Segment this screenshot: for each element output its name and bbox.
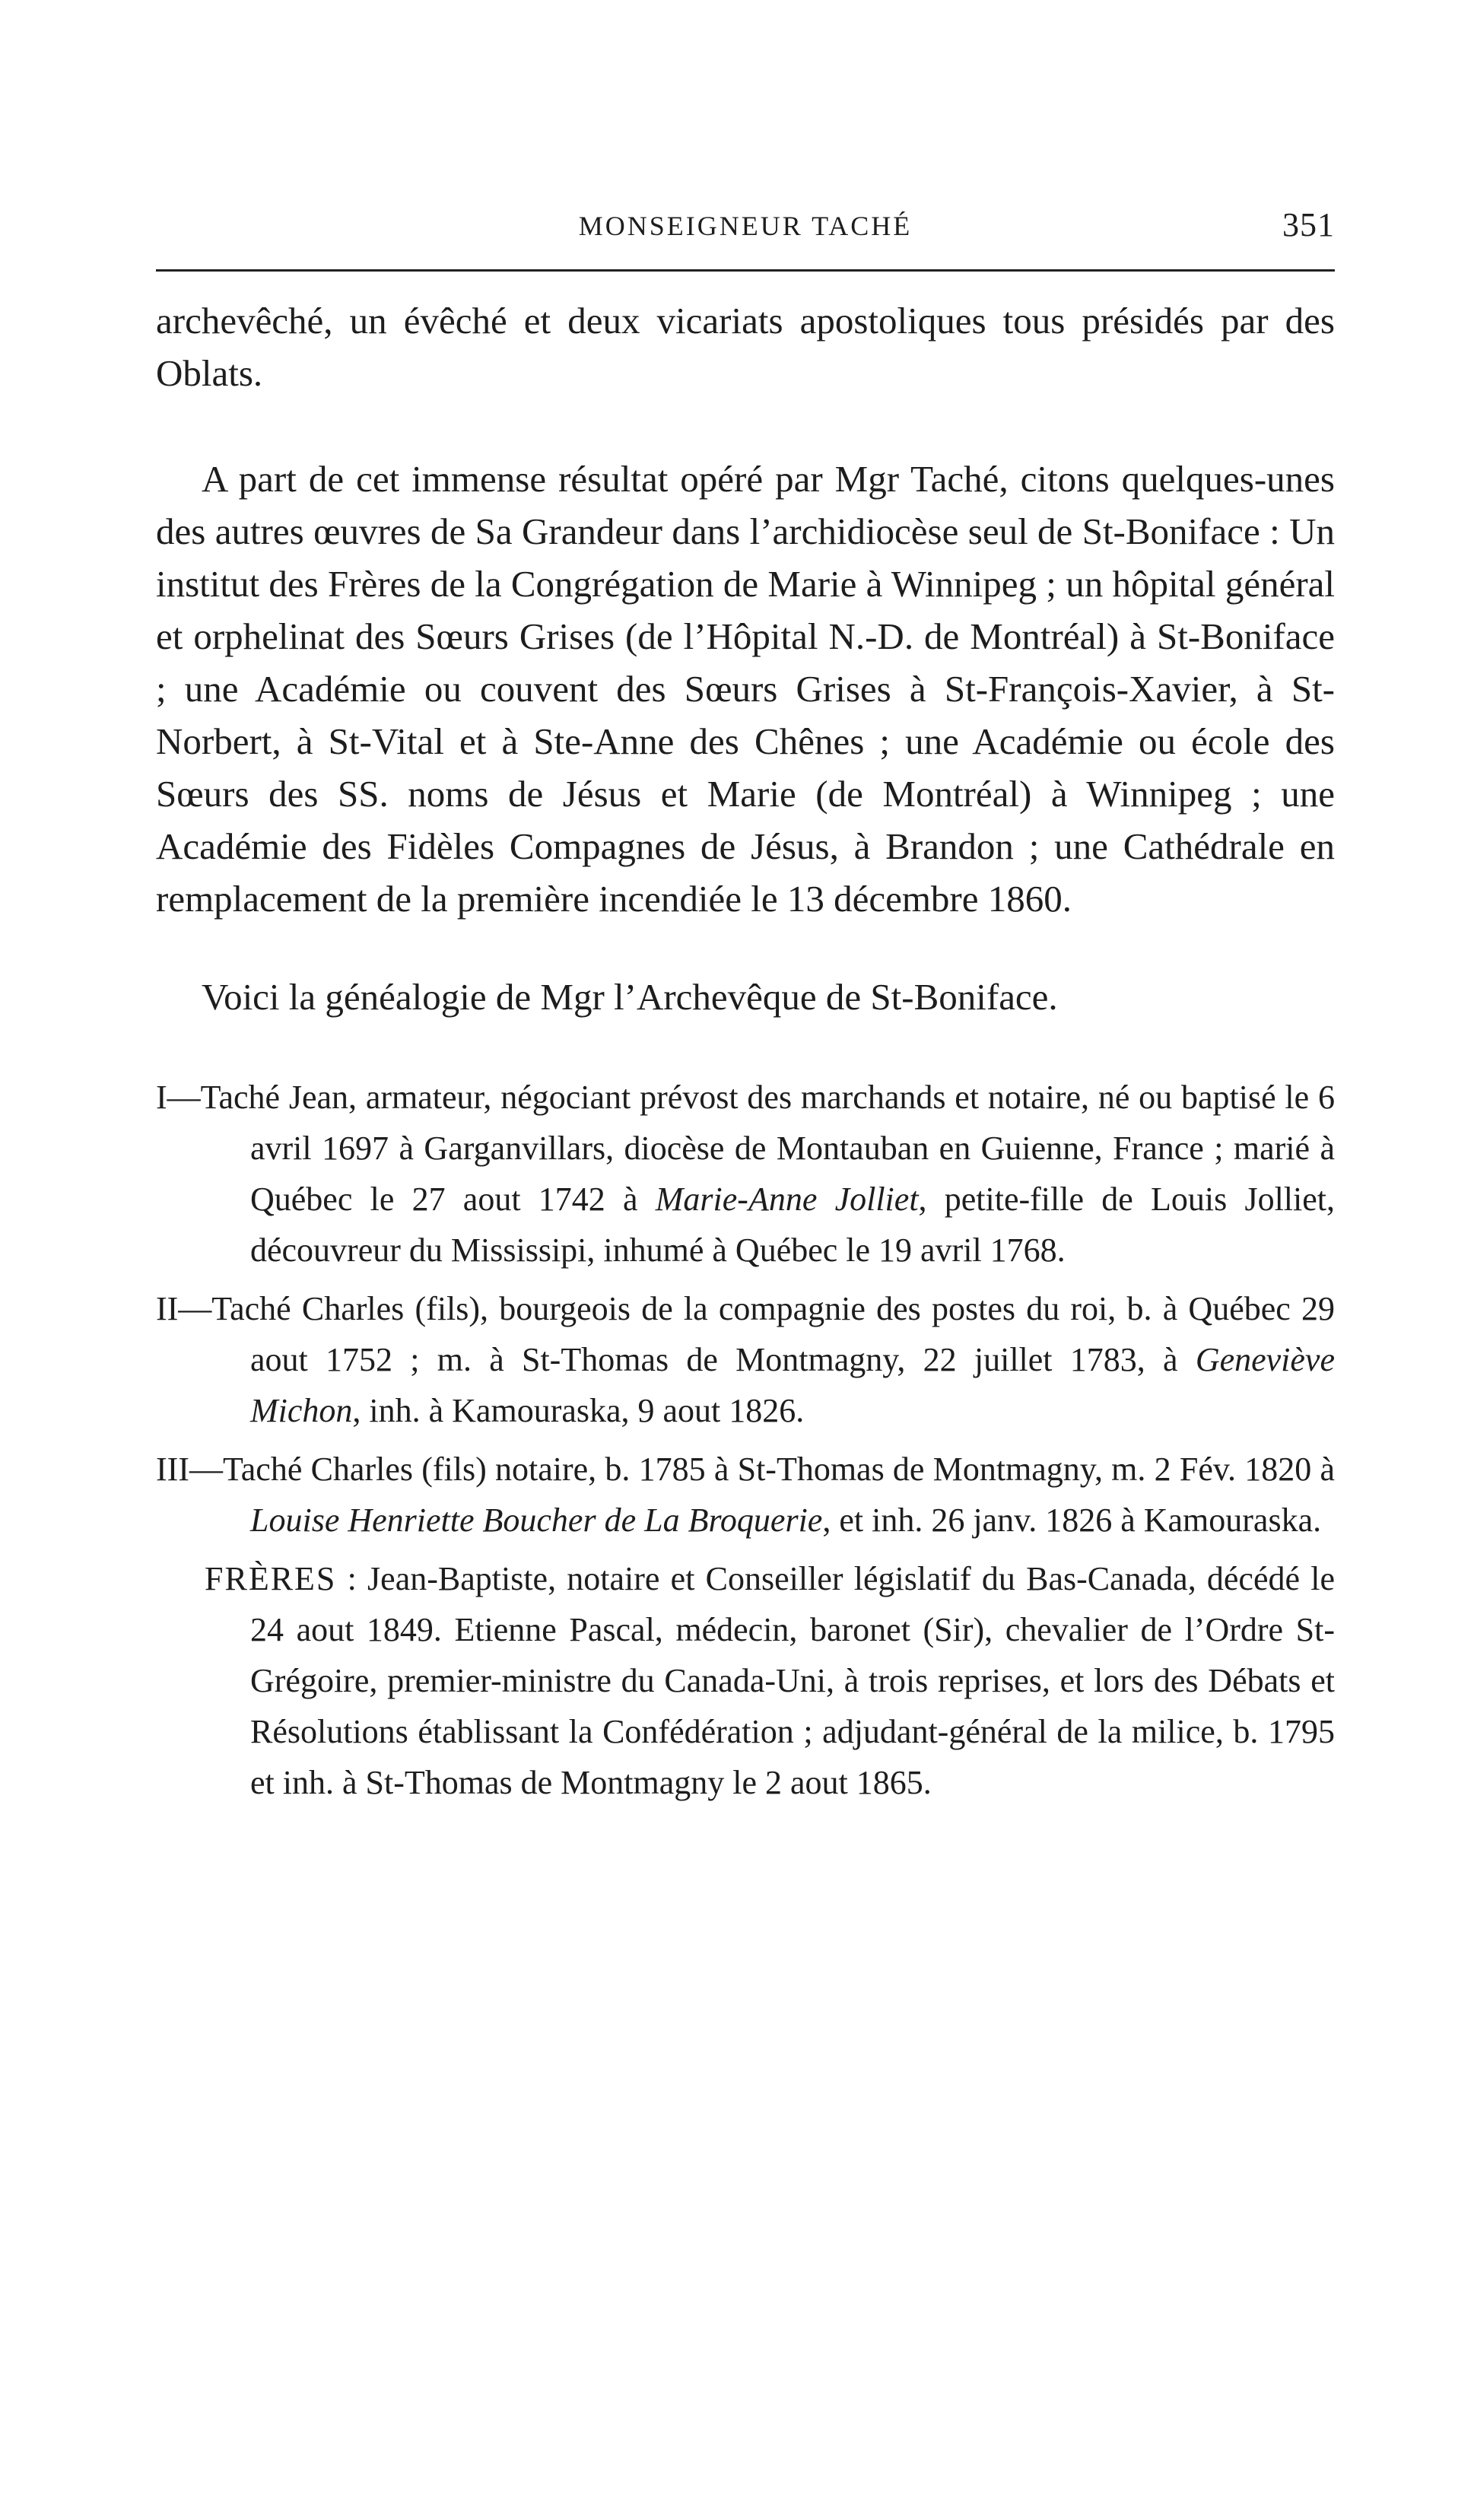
page-number: 351 [1282, 206, 1335, 243]
genealogy-entry-1 [156, 1072, 1335, 1276]
entry-1-text-a: I—Taché Jean, armateur, négociant prévost des marchands et notaire, né ou baptisé le 6 avril 1697 à Garganvillars, diocèse de Montauban en Guienne, France ; marié à Québec le 27 aout 1742 à [156, 1079, 1335, 1218]
paragraph-genealogy-intro: Voici la généalogie de Mgr l’Archevêque de St-Boniface. [202, 976, 1058, 1018]
entry-1-text-b: , petite-fille de Louis Jolliet, découvreur du Mississipi, inhumé à Québec le 19 avril 1768. [250, 1181, 1336, 1269]
paragraph-works: A part de cet immense résultat opéré par Mgr Taché, citons quelques-unes des autres œuvres de Sa Grandeur dans l’archidiocèse seul de St-Boniface : Un institut des Frères de la Congrégation de Marie à Winnipeg ; un hôpital général et orphelinat des Sœurs Grises (de l’Hôpital N.-D. de Montréal) à St-Boniface ; une Académie ou couvent des Sœurs Grises à St-François-Xavier, à St-Norbert, à St-Vital et à Ste-Anne des Chênes ; une Académie ou école des Sœurs des SS. noms de Jésus et Marie (de Montréal) à Winnipeg ; une Académie des Fidèles Compagnes de Jésus, à Brandon ; une Cathédrale en remplacement de la première incendiée le 13 décembre 1860. [156, 458, 1335, 920]
entry-2-spouse: Geneviève Michon [250, 1341, 1335, 1429]
genealogy-list [156, 1072, 1335, 1808]
entry-3-text-b: , et inh. 26 janv. 1826 à Kamouraska. [822, 1502, 1322, 1539]
entry-3-spouse: Louise Henriette Boucher de La Broquerie [250, 1502, 823, 1539]
freres-text: : Jean-Baptiste, notaire et Conseiller législatif du Bas-Canada, décédé le 24 aout 1849. Etienne Pascal, médecin, baronet (Sir), chevalier de l’Ordre St-Grégoire, premier-ministre du Canada-Uni, à trois reprises, et lors des Débats et Résolutions établissant la Confédération ; adjudant-général de la milice, b. 1795 et inh. à St-Thomas de Montmagny le 2 aout 1865. [250, 1560, 1335, 1801]
entry-2-text-a: II—Taché Charles (fils), bourgeois de la compagnie des postes du roi, b. à Québec 29 aout 1752 ; m. à St-Thomas de Montmagny, 22 juillet 1783, à [156, 1290, 1335, 1378]
header-rule [156, 269, 1335, 272]
book-page [156, 205, 1335, 1808]
genealogy-entry-3 [156, 1444, 1335, 1546]
running-head [156, 205, 1335, 251]
freres-label: FRÈRES [205, 1560, 337, 1597]
running-title: MONSEIGNEUR TACHÉ [578, 211, 913, 241]
entry-1-spouse: Marie-Anne Jolliet [655, 1181, 919, 1218]
entry-2-text-b: , inh. à Kamouraska, 9 aout 1826. [352, 1392, 805, 1429]
paragraph-continuation: archevêché, un évêché et deux vicariats apostoliques tous présidés par des Oblats. [156, 300, 1335, 394]
genealogy-entry-2 [156, 1283, 1335, 1436]
entry-3-text-a: III—Taché Charles (fils) notaire, b. 1785 à St-Thomas de Montmagny, m. 2 Fév. 1820 à [156, 1451, 1335, 1488]
freres-note [156, 1553, 1335, 1808]
